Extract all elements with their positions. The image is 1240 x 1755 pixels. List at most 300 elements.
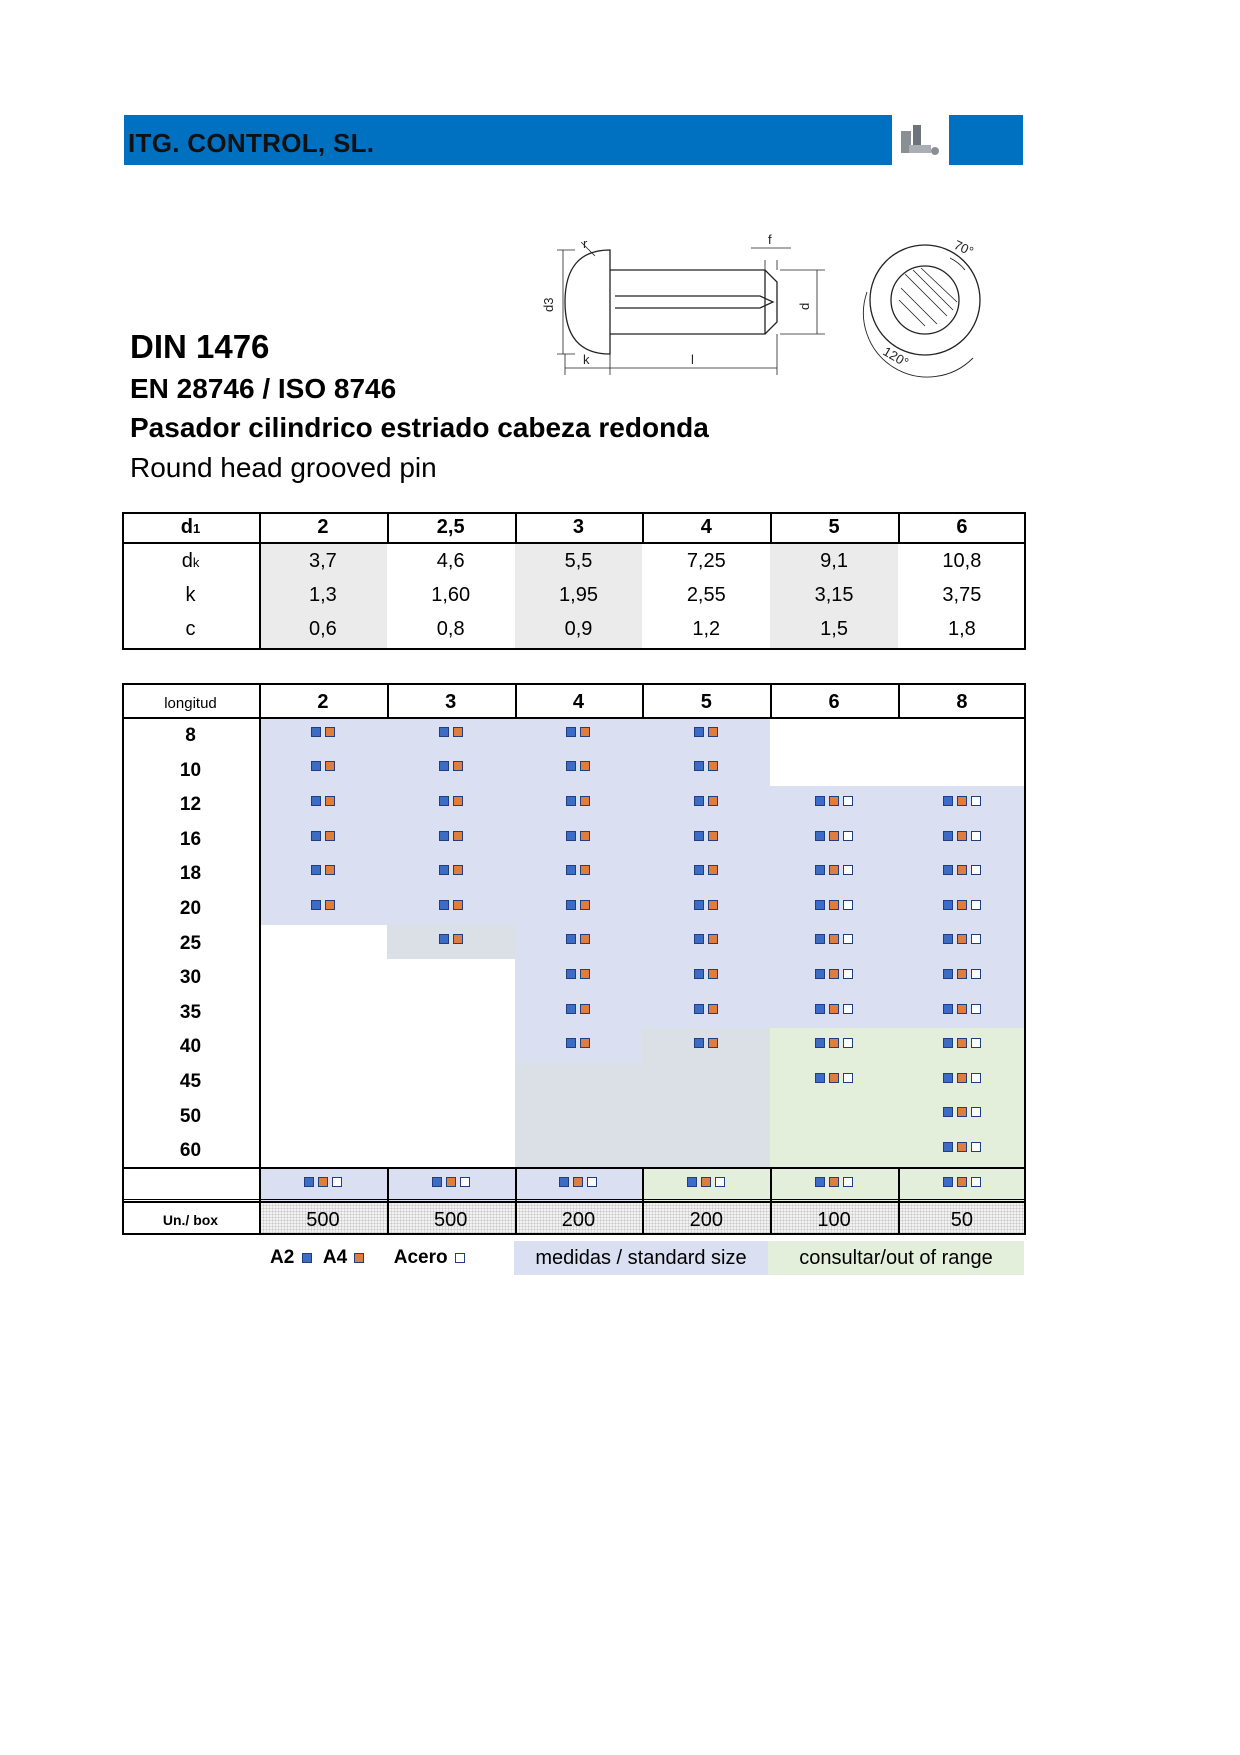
- availability-marks: [515, 717, 643, 751]
- length-col-header: 6: [828, 691, 840, 713]
- a4-icon: [708, 969, 718, 979]
- box-quantity: 200: [689, 1208, 723, 1231]
- length-row-label: 40: [179, 1036, 202, 1058]
- dims-head-main: d: [180, 516, 193, 538]
- a4-icon: [829, 900, 839, 910]
- dims-cell: 1,95: [559, 584, 598, 606]
- label-l: l: [691, 352, 694, 367]
- acero-icon: [843, 934, 853, 944]
- dims-row-label: [122, 544, 259, 578]
- dims-cell: 1,3: [308, 584, 337, 606]
- a4-icon: [708, 796, 718, 806]
- a2-icon: [694, 865, 704, 875]
- label-k: k: [583, 352, 590, 367]
- length-row-label: 45: [179, 1071, 202, 1092]
- a2-icon: [943, 865, 953, 875]
- acero-icon: [843, 1004, 853, 1014]
- a4-icon: [580, 796, 590, 806]
- a4-icon: [708, 900, 718, 910]
- box-quantity: 50: [950, 1208, 974, 1231]
- availability-marks: [898, 994, 1026, 1028]
- acero-icon: [587, 1177, 597, 1187]
- length-row-label: 20: [179, 898, 202, 919]
- dims-rule: [122, 512, 1026, 514]
- availability-marks: [642, 855, 770, 889]
- legend-standard-size: medidas / standard size: [514, 1241, 768, 1275]
- length-rule: [259, 1167, 261, 1235]
- legend-a4-label: A4: [322, 1247, 348, 1268]
- availability-marks: [898, 855, 1026, 889]
- a2-icon: [943, 934, 953, 944]
- availability-marks: [898, 821, 1026, 855]
- box-quantity: 500: [306, 1208, 340, 1231]
- availability-marks: [898, 786, 1026, 820]
- a2-icon: [439, 900, 449, 910]
- a2-icon: [566, 934, 576, 944]
- availability-marks: [387, 925, 515, 959]
- dims-cell: 5,5: [564, 550, 593, 572]
- availability-marks: [515, 855, 643, 889]
- availability-marks: [770, 925, 898, 959]
- a2-icon: [439, 761, 449, 771]
- availability-marks: [259, 821, 387, 855]
- availability-marks: [515, 994, 643, 1028]
- length-row-label: 10: [179, 759, 202, 781]
- dims-cell: 4,6: [436, 550, 465, 572]
- a2-icon: [943, 1177, 953, 1187]
- a2-icon: [943, 1107, 953, 1117]
- a4-icon: [580, 1004, 590, 1014]
- length-rule: [122, 1233, 1026, 1235]
- availability-marks: [898, 890, 1026, 924]
- dims-rule: [898, 512, 900, 542]
- length-rule: [259, 683, 261, 1167]
- a2-icon: [311, 761, 321, 771]
- legend-materials: [270, 1241, 467, 1275]
- a2-icon: [566, 727, 576, 737]
- length-rule: [122, 717, 1026, 719]
- availability-marks: [770, 994, 898, 1028]
- summary-marks: [642, 1167, 770, 1201]
- availability-marks: [770, 786, 898, 820]
- availability-marks: [259, 717, 387, 751]
- a4-icon: [829, 934, 839, 944]
- a4-icon: [580, 1038, 590, 1048]
- availability-marks: [770, 1063, 898, 1097]
- length-rule: [1024, 683, 1026, 1167]
- legend-a2-label: A2: [270, 1247, 295, 1268]
- a2-icon: [439, 934, 449, 944]
- length-col-header: 8: [956, 691, 968, 713]
- availability-marks: [515, 752, 643, 786]
- availability-marks: [259, 752, 387, 786]
- acero-icon: [843, 900, 853, 910]
- a4-icon: [957, 1073, 967, 1083]
- a4-icon: [829, 969, 839, 979]
- summary-marks: [515, 1167, 643, 1201]
- length-row-label: 25: [179, 932, 202, 954]
- a4-icon: [580, 900, 590, 910]
- dims-col-header: 4: [700, 516, 712, 538]
- dims-row-label-main: c: [185, 618, 196, 640]
- a4-icon: [453, 831, 463, 841]
- a2-icon: [687, 1177, 697, 1187]
- availability-marks: [515, 925, 643, 959]
- company-name: ITG. CONTROL, SL.: [128, 128, 375, 158]
- length-rule: [122, 1201, 1026, 1203]
- acero-icon: [971, 1073, 981, 1083]
- acero-icon: [971, 969, 981, 979]
- dims-cell: 1,60: [431, 584, 471, 606]
- availability-marks: [387, 752, 515, 786]
- a2-icon: [815, 1038, 825, 1048]
- a2-icon: [943, 796, 953, 806]
- a4-icon: [580, 831, 590, 841]
- a2-icon: [566, 865, 576, 875]
- a2-icon: [694, 1038, 704, 1048]
- a2-icon: [566, 796, 576, 806]
- box-quantity: 500: [434, 1208, 468, 1231]
- availability-marks: [898, 925, 1026, 959]
- availability-marks: [770, 959, 898, 993]
- length-rule: [642, 1167, 644, 1235]
- pin-technical-drawing: [541, 230, 1005, 380]
- header-bar-end: [949, 115, 1023, 165]
- availability-marks: [259, 890, 387, 924]
- dims-rule: [770, 512, 772, 542]
- dims-rule: [642, 512, 644, 542]
- summary-marks: [259, 1167, 387, 1201]
- label-f: f: [768, 232, 772, 247]
- a2-icon: [943, 900, 953, 910]
- length-row-label: 35: [179, 1001, 202, 1023]
- availability-marks: [642, 925, 770, 959]
- acero-icon: [843, 969, 853, 979]
- a2-icon: [439, 865, 449, 875]
- dims-cell: 9,1: [820, 550, 848, 572]
- length-rule: [770, 683, 772, 717]
- availability-marks: [898, 959, 1026, 993]
- a4-icon: [708, 1004, 718, 1014]
- dims-rule: [515, 512, 517, 542]
- acero-icon: [843, 1073, 853, 1083]
- length-row-label: 18: [179, 863, 202, 885]
- a4-icon: [957, 934, 967, 944]
- a4-icon: [325, 796, 335, 806]
- legend-acero-label: Acero: [393, 1247, 448, 1268]
- a4-icon: [580, 865, 590, 875]
- acero-icon: [971, 1142, 981, 1152]
- a4-icon: [957, 796, 967, 806]
- label-d: d: [797, 302, 812, 310]
- length-row-label: 30: [179, 967, 202, 989]
- dims-rule: [1024, 512, 1026, 650]
- length-rule: [387, 1167, 389, 1235]
- a2-icon: [694, 831, 704, 841]
- a2-icon: [815, 1177, 825, 1187]
- a2-icon: [694, 934, 704, 944]
- a4-icon: [325, 727, 335, 737]
- dims-cell: 10,8: [942, 550, 982, 572]
- availability-marks: [642, 786, 770, 820]
- a4-icon: [580, 934, 590, 944]
- dims-rule: [122, 648, 1026, 650]
- a4-icon: [708, 761, 718, 771]
- availability-marks: [898, 1063, 1026, 1097]
- a2-icon: [815, 865, 825, 875]
- availability-marks: [770, 855, 898, 889]
- a4-icon: [708, 727, 718, 737]
- dims-row-label-sub: k: [192, 555, 200, 570]
- a4-icon: [580, 761, 590, 771]
- availability-marks: [642, 1028, 770, 1062]
- a4-icon: [573, 1177, 583, 1187]
- a2-icon: [943, 1073, 953, 1083]
- length-row-label: 60: [179, 1140, 202, 1162]
- length-rule: [122, 1199, 1026, 1200]
- a2-icon: [815, 969, 825, 979]
- a4-icon: [453, 761, 463, 771]
- a2-icon: [439, 831, 449, 841]
- gray-zone: [515, 1063, 643, 1167]
- summary-marks: [898, 1167, 1026, 1201]
- length-rule: [122, 683, 1026, 685]
- a2-icon: [815, 796, 825, 806]
- legend-out-of-range: consultar/out of range: [768, 1241, 1024, 1275]
- acero-icon: [715, 1177, 725, 1187]
- dimensions-table: [122, 512, 1026, 650]
- length-row-label: 16: [179, 828, 202, 850]
- length-col-header: 3: [445, 691, 457, 713]
- a4-icon: [829, 1004, 839, 1014]
- availability-marks: [642, 821, 770, 855]
- a2-icon: [566, 831, 576, 841]
- a4-icon: [829, 1073, 839, 1083]
- acero-icon: [971, 1177, 981, 1187]
- availability-marks: [515, 821, 643, 855]
- summary-marks: [770, 1167, 898, 1201]
- length-availability-table: [122, 683, 1026, 1241]
- title-english: Round head grooved pin: [130, 452, 437, 483]
- availability-marks: [515, 786, 643, 820]
- a2-icon: [559, 1177, 569, 1187]
- a4-icon: [957, 1107, 967, 1117]
- dims-cell: 3,15: [814, 584, 854, 606]
- a4-icon: [957, 900, 967, 910]
- dims-col-header: 5: [828, 516, 840, 538]
- a2-icon: [302, 1253, 312, 1263]
- availability-marks: [642, 717, 770, 751]
- availability-marks: [387, 890, 515, 924]
- a4-icon: [829, 1038, 839, 1048]
- availability-marks: [387, 786, 515, 820]
- a4-icon: [325, 761, 335, 771]
- availability-marks: [259, 855, 387, 889]
- a4-icon: [708, 934, 718, 944]
- availability-marks: [642, 752, 770, 786]
- a2-icon: [815, 934, 825, 944]
- availability-marks: [898, 1028, 1026, 1062]
- length-row-label: 8: [185, 725, 196, 746]
- length-rule: [898, 683, 900, 717]
- a4-icon: [325, 900, 335, 910]
- a2-icon: [566, 1004, 576, 1014]
- a4-icon: [325, 865, 335, 875]
- acero-icon: [971, 865, 981, 875]
- summary-marks: [387, 1167, 515, 1201]
- a4-icon: [957, 1142, 967, 1152]
- availability-marks: [515, 1028, 643, 1062]
- standard-din: DIN 1476: [130, 328, 270, 365]
- acero-icon: [843, 865, 853, 875]
- availability-marks: [642, 890, 770, 924]
- dims-cell: 1,2: [692, 618, 721, 640]
- a4-icon: [453, 934, 463, 944]
- dims-cell: 7,25: [686, 550, 726, 572]
- length-row-label: 50: [179, 1105, 202, 1127]
- length-rule: [122, 1167, 124, 1235]
- dims-rule: [387, 512, 389, 542]
- length-rule: [515, 683, 517, 717]
- dims-col-header: 3: [572, 516, 585, 538]
- a2-icon: [943, 1142, 953, 1152]
- availability-marks: [770, 1028, 898, 1062]
- dims-cell: 0,9: [564, 618, 593, 640]
- dims-head-sub: 1: [192, 521, 201, 536]
- a2-icon: [566, 1038, 576, 1048]
- dims-row-label: [122, 612, 259, 646]
- a2-icon: [304, 1177, 314, 1187]
- a2-icon: [943, 1004, 953, 1014]
- a2-icon: [815, 1073, 825, 1083]
- acero-icon: [332, 1177, 342, 1187]
- availability-marks: [642, 959, 770, 993]
- availability-marks: [770, 890, 898, 924]
- length-col-header: 2: [317, 691, 329, 713]
- a4-icon: [446, 1177, 456, 1187]
- acero-icon: [971, 1107, 981, 1117]
- availability-marks: [898, 1132, 1026, 1166]
- dims-cell: 2,55: [686, 584, 726, 606]
- length-rule: [122, 1167, 1026, 1169]
- a4-icon: [957, 831, 967, 841]
- a2-icon: [694, 1004, 704, 1014]
- length-rule: [515, 1167, 517, 1235]
- availability-marks: [259, 786, 387, 820]
- a2-icon: [311, 727, 321, 737]
- a2-icon: [566, 761, 576, 771]
- a2-icon: [694, 761, 704, 771]
- a4-icon: [453, 727, 463, 737]
- company-logo: [895, 115, 947, 165]
- dims-cell: 3,75: [942, 584, 982, 606]
- dims-rule: [122, 542, 1026, 544]
- length-head-label: longitud: [164, 695, 217, 712]
- box-label: Un./ box: [162, 1211, 219, 1228]
- dims-row-label: [122, 578, 259, 612]
- length-rule: [122, 683, 124, 1167]
- a4-icon: [829, 865, 839, 875]
- acero-icon: [971, 934, 981, 944]
- length-col-header: 4: [572, 691, 585, 713]
- a2-icon: [815, 900, 825, 910]
- acero-icon: [971, 1038, 981, 1048]
- a4-icon: [580, 969, 590, 979]
- a4-icon: [453, 865, 463, 875]
- label-r: r: [583, 236, 588, 251]
- dims-cell: 3,7: [308, 550, 337, 572]
- a2-icon: [943, 831, 953, 841]
- a4-icon: [580, 727, 590, 737]
- dims-cell: 1,5: [820, 618, 848, 640]
- a4-icon: [829, 796, 839, 806]
- dims-row-label-main: k: [185, 584, 196, 606]
- length-col-header: 5: [700, 691, 712, 713]
- acero-icon: [843, 831, 853, 841]
- acero-icon: [843, 796, 853, 806]
- dims-rule: [259, 512, 261, 650]
- a2-icon: [815, 1004, 825, 1014]
- dims-cell: 0,8: [436, 618, 465, 640]
- a4-icon: [318, 1177, 328, 1187]
- acero-icon: [971, 796, 981, 806]
- a4-icon: [957, 969, 967, 979]
- a2-icon: [943, 1038, 953, 1048]
- a2-icon: [311, 865, 321, 875]
- a2-icon: [439, 727, 449, 737]
- a2-icon: [815, 831, 825, 841]
- availability-marks: [642, 994, 770, 1028]
- a2-icon: [694, 796, 704, 806]
- acero-icon: [455, 1253, 465, 1263]
- a4-icon: [708, 1038, 718, 1048]
- availability-marks: [387, 821, 515, 855]
- length-rule: [770, 1167, 772, 1235]
- standard-en-iso: EN 28746 / ISO 8746: [130, 373, 397, 404]
- a4-icon: [453, 900, 463, 910]
- a2-icon: [432, 1177, 442, 1187]
- a4-icon: [701, 1177, 711, 1187]
- a4-icon: [325, 831, 335, 841]
- title-spanish: Pasador cilindrico estriado cabeza redonda: [130, 412, 709, 443]
- availability-marks: [898, 1098, 1026, 1132]
- a4-icon: [708, 831, 718, 841]
- length-rule: [387, 683, 389, 717]
- a2-icon: [694, 727, 704, 737]
- dims-rule: [122, 512, 124, 650]
- availability-marks: [387, 855, 515, 889]
- availability-marks: [515, 890, 643, 924]
- a4-icon: [957, 865, 967, 875]
- a4-icon: [453, 796, 463, 806]
- dims-head-label: [122, 510, 259, 544]
- a4-icon: [829, 831, 839, 841]
- a4-icon: [957, 1004, 967, 1014]
- acero-icon: [971, 1004, 981, 1014]
- dims-col-header: 2,5: [436, 516, 465, 538]
- a2-icon: [311, 796, 321, 806]
- dims-row-label-main: d: [181, 550, 193, 572]
- acero-icon: [843, 1038, 853, 1048]
- a4-icon: [829, 1177, 839, 1187]
- label-d3: d3: [541, 297, 556, 312]
- availability-marks: [515, 959, 643, 993]
- a2-icon: [943, 969, 953, 979]
- length-rule: [898, 1167, 900, 1235]
- dims-col-header: 6: [956, 516, 968, 538]
- label-angle70: 70°: [951, 237, 976, 260]
- a4-icon: [957, 1177, 967, 1187]
